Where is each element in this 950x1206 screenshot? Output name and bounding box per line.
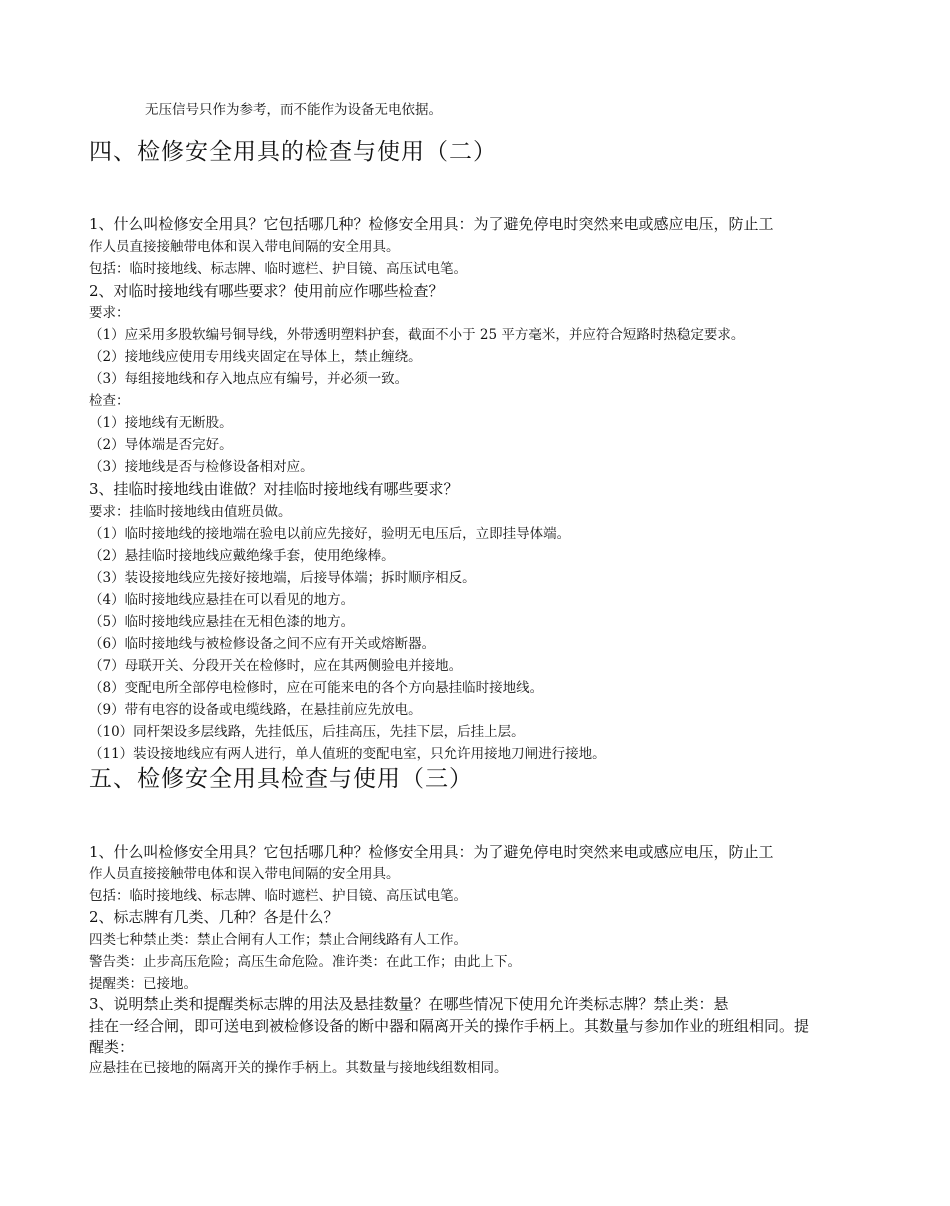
s4-q3-req: 要求：挂临时接地线由值班员做。 bbox=[89, 504, 292, 520]
s5-q3-line2: 挂在一经合闸，即可送电到被检修设备的断中器和隔离开关的操作手柄上。其数量与参加作业的班组相同。提 bbox=[89, 1017, 810, 1035]
s4-req-label: 要求： bbox=[89, 305, 130, 321]
s5-q3-line3: 醒类： bbox=[89, 1038, 135, 1056]
s4-q3-item: （11）装设接地线应有两人进行，单人值班的变配电室，只允许用接地刀闸进行接地。 bbox=[89, 746, 606, 762]
s5-q2: 2、标志牌有几类、几种？各是什么？ bbox=[89, 908, 339, 926]
s5-q3-line1: 3、说明禁止类和提醒类标志牌的用法及悬挂数量？在哪些情况下使用允许类标志牌？禁止类：悬 bbox=[89, 995, 729, 1013]
s5-q3-line4: 应悬挂在已接地的隔离开关的操作手柄上。其数量与接地线组数相同。 bbox=[89, 1060, 508, 1076]
s5-q2-line: 警告类：止步高压危险；高压生命危险。准许类：在此工作；由此上下。 bbox=[89, 954, 521, 970]
s4-req-item: （1）应采用多股软编号铜导线，外带透明塑料护套，截面不小于 25 平方毫米，并应符合短路时热稳定要求。 bbox=[89, 327, 745, 343]
s4-check-label: 检查： bbox=[89, 393, 130, 409]
s4-q1-line2: 作人员直接接触带电体和误入带电间隔的安全用具。 bbox=[89, 239, 400, 255]
s4-q3-item: （3）装设接地线应先接好接地端，后接导体端；拆时顺序相反。 bbox=[89, 570, 476, 586]
s4-q2: 2、对临时接地线有哪些要求？使用前应作哪些检查？ bbox=[89, 282, 444, 300]
s4-q3-item: （1）临时接地线的接地端在验电以前应先接好，验明无电压后，立即挂导体端。 bbox=[89, 526, 571, 542]
s4-req-item: （3）每组接地线和存入地点应有编号，并必须一致。 bbox=[89, 371, 409, 387]
s4-q3-item: （5）临时接地线应悬挂在无相色漆的地方。 bbox=[89, 614, 355, 630]
s5-q1-line2: 作人员直接接触带电体和误入带电间隔的安全用具。 bbox=[89, 866, 400, 882]
s4-q3-item: （2）悬挂临时接地线应戴绝缘手套，使用绝缘棒。 bbox=[89, 548, 395, 564]
s4-q3-item: （8）变配电所全部停电检修时，应在可能来电的各个方向悬挂临时接地线。 bbox=[89, 680, 544, 696]
s4-q3: 3、挂临时接地线由谁做？对挂临时接地线有哪些要求？ bbox=[89, 480, 459, 498]
s5-q2-line: 提醒类：已接地。 bbox=[89, 976, 197, 992]
s4-q3-item: （4）临时接地线应悬挂在可以看见的地方。 bbox=[89, 592, 355, 608]
s4-req-item: （2）接地线应使用专用线夹固定在导体上，禁止缠绕。 bbox=[89, 349, 422, 365]
s5-q1-line1: 1、什么叫检修安全用具？它包括哪几种？检修安全用具：为了避免停电时突然来电或感应电压，防止工 bbox=[89, 843, 774, 861]
s4-check-item: （3）接地线是否与检修设备相对应。 bbox=[89, 459, 314, 475]
s4-check-item: （2）导体端是否完好。 bbox=[89, 437, 233, 453]
section5-title: 五、检修安全用具检查与使用（三） bbox=[89, 766, 473, 792]
s4-q3-item: （6）临时接地线与被检修设备之间不应有开关或熔断器。 bbox=[89, 636, 436, 652]
s4-q1-line1: 1、什么叫检修安全用具？它包括哪几种？检修安全用具：为了避免停电时突然来电或感应电压，防止工 bbox=[89, 215, 774, 233]
s5-q2-line: 四类七种禁止类：禁止合闸有人工作；禁止合闸线路有人工作。 bbox=[89, 932, 467, 948]
s4-check-item: （1）接地线有无断股。 bbox=[89, 415, 233, 431]
intro-line: 无压信号只作为参考，而不能作为设备无电依据。 bbox=[145, 102, 442, 118]
s5-q1-include: 包括：临时接地线、标志牌、临时遮栏、护目镜、高压试电笔。 bbox=[89, 888, 467, 904]
section4-title: 四、检修安全用具的检查与使用（二） bbox=[89, 139, 497, 165]
s4-q3-item: （10）同杆架设多层线路，先挂低压，后挂高压，先挂下层，后挂上层。 bbox=[89, 724, 525, 740]
s4-q1-include: 包括：临时接地线、标志牌、临时遮栏、护目镜、高压试电笔。 bbox=[89, 261, 467, 277]
s4-q3-item: （9）带有电容的设备或电缆线路，在悬挂前应先放电。 bbox=[89, 702, 422, 718]
s4-q3-item: （7）母联开关、分段开关在检修时，应在其两侧验电并接地。 bbox=[89, 658, 463, 674]
